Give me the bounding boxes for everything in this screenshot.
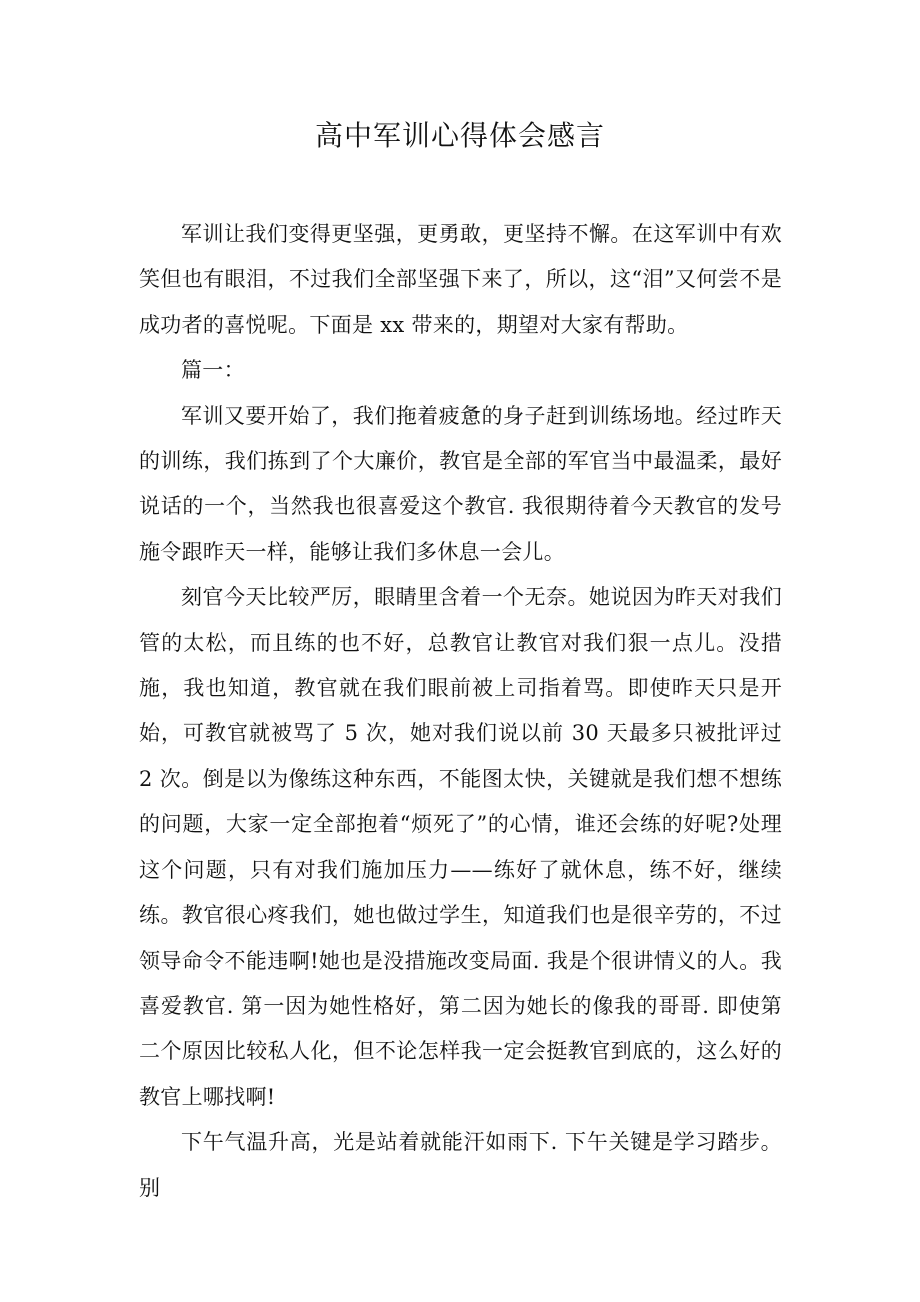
body-paragraph: 下午气温升高，光是站着就能汗如雨下. 下午关键是学习踏步。别	[139, 1130, 782, 1200]
section-heading: 篇一：	[181, 358, 245, 383]
document-title: 高中军训心得体会感言	[314, 119, 605, 152]
intro-paragraph: 军训让我们变得更坚强，更勇敢，更坚持不懈。在这军训中有欢笑但也有眼泪，不过我们全部坚强下来了，所以，这“泪”又何尝不是成功者的喜悦呢。下面是 xx 带来的，期望对大家有帮助。	[139, 222, 782, 337]
body-paragraph: 刻官今天比较严厉，眼睛里含着一个无奈。她说因为昨天对我们管的太松，而且练的也不好，总教官让教官对我们狠一点儿。没措施，我也知道，教官就在我们眼前被上司指着骂。即使昨天只是开始，可教官就被骂了 5 次，她对我们说以前 30 天最多只被批评过 2 次。倒是以为像练这种东西，不能图太快，关键就是我们想不想练的问题，大家一定全部抱着“烦死了”的心情，谁还会练的好呢?处理这个问题，只有对我们施加压力——练好了就休息，练不好，继续练。教官很心疼我们，她也做过学生，知道我们也是很辛劳的，不过领导命令不能违啊!她也是没措施改变局面. 我是个很讲情义的人。我喜爱教官. 第一因为她性格好，第二因为她长的像我的哥哥. 即使第二个原因比较私人化，但不论怎样我一定会挺教官到底的，这么好的教官上哪找啊!	[139, 585, 782, 1109]
document-body	[139, 212, 782, 1211]
body-paragraph: 军训又要开始了，我们拖着疲惫的身子赶到训练场地。经过昨天的训练，我们拣到了个大廉价，教官是全部的军官当中最温柔，最好说话的一个，当然我也很喜爱这个教官. 我很期待着今天教官的发号施令跟昨天一样，能够让我们多休息一会儿。	[139, 403, 782, 564]
